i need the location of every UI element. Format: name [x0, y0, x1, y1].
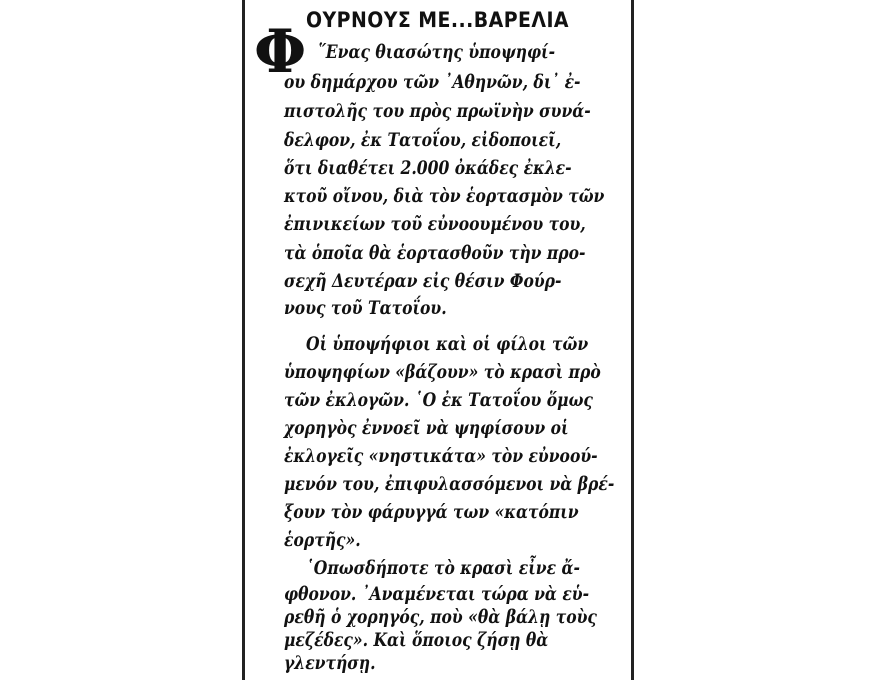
article-line-5: ὅτι διαθέτει 2.000 ὀκάδες ἐκλε-	[284, 157, 572, 179]
article-line-1: ῞Ενας θιασώτης ὑποψηφί-	[318, 41, 556, 63]
article-line-18: ἑορτῆς».	[284, 529, 361, 551]
column-rule-left	[242, 0, 245, 680]
article-line-13: τῶν ἐκλογῶν. ῾Ο ἐκ Τατοΐου ὅμως	[284, 389, 593, 411]
article-line-6: κτοῦ οἴνου, διὰ τὸν ἑορτασμὸν τῶν	[284, 185, 605, 207]
headline: ΟΥΡΝΟΥΣ ΜΕ...ΒΑΡΕΛΙΑ	[306, 8, 570, 32]
article-line-17: ξουν τὸν φάρυγγά των «κατόπιν	[284, 501, 579, 523]
article-line-23: γλεντήσῃ.	[284, 652, 376, 674]
article-line-7: ἐπινικείων τοῦ εὐνοουμένου του,	[284, 213, 586, 235]
dropcap: Φ	[254, 17, 307, 87]
article-line-21: ρεθῆ ὁ χορηγός, ποὺ «θὰ βάλῃ τοὺς	[284, 606, 597, 628]
article-line-10: νους τοῦ Τατοΐου.	[284, 297, 447, 319]
article-line-15: ἐκλογεῖς «νηστικάτα» τὸν εὐνοού-	[284, 445, 598, 467]
article-line-8: τὰ ὁποῖα θὰ ἑορτασθοῦν τὴν προ-	[284, 242, 586, 264]
article-line-3: πιστολῆς του πρὸς πρωϊνὴν συνά-	[284, 100, 591, 122]
article-line-4: δελφον, ἐκ Τατοΐου, εἰδοποιεῖ,	[284, 129, 562, 151]
article-line-14: χορηγὸς ἐννοεῖ νὰ ψηφίσουν οἱ	[284, 417, 569, 439]
article-line-22: μεζέδες». Καὶ ὅποιος ζήσῃ θὰ	[284, 629, 549, 651]
article-line-16: μενόν του, ἐπιφυλασσόμενοι νὰ βρέ-	[284, 473, 615, 495]
article-line-2: ου δημάρχου τῶν ᾽Αθηνῶν, δι᾽ ἐ-	[284, 71, 581, 93]
article-line-19: ῾Οπωσδήποτε τὸ κρασὶ εἶνε ἄ-	[306, 557, 580, 579]
article-line-11: Οἱ ὑποψήφιοι καὶ οἱ φίλοι τῶν	[306, 333, 589, 355]
column-rule-right	[631, 0, 634, 680]
article-line-12: ὑποψηφίων «βάζουν» τὸ κρασὶ πρὸ	[284, 361, 601, 383]
article-line-9: σεχῆ Δευτέραν εἰς θέσιν Φούρ-	[284, 270, 562, 292]
article-line-20: φθονον. ᾽Αναμένεται τώρα νὰ εὑ-	[284, 583, 590, 605]
